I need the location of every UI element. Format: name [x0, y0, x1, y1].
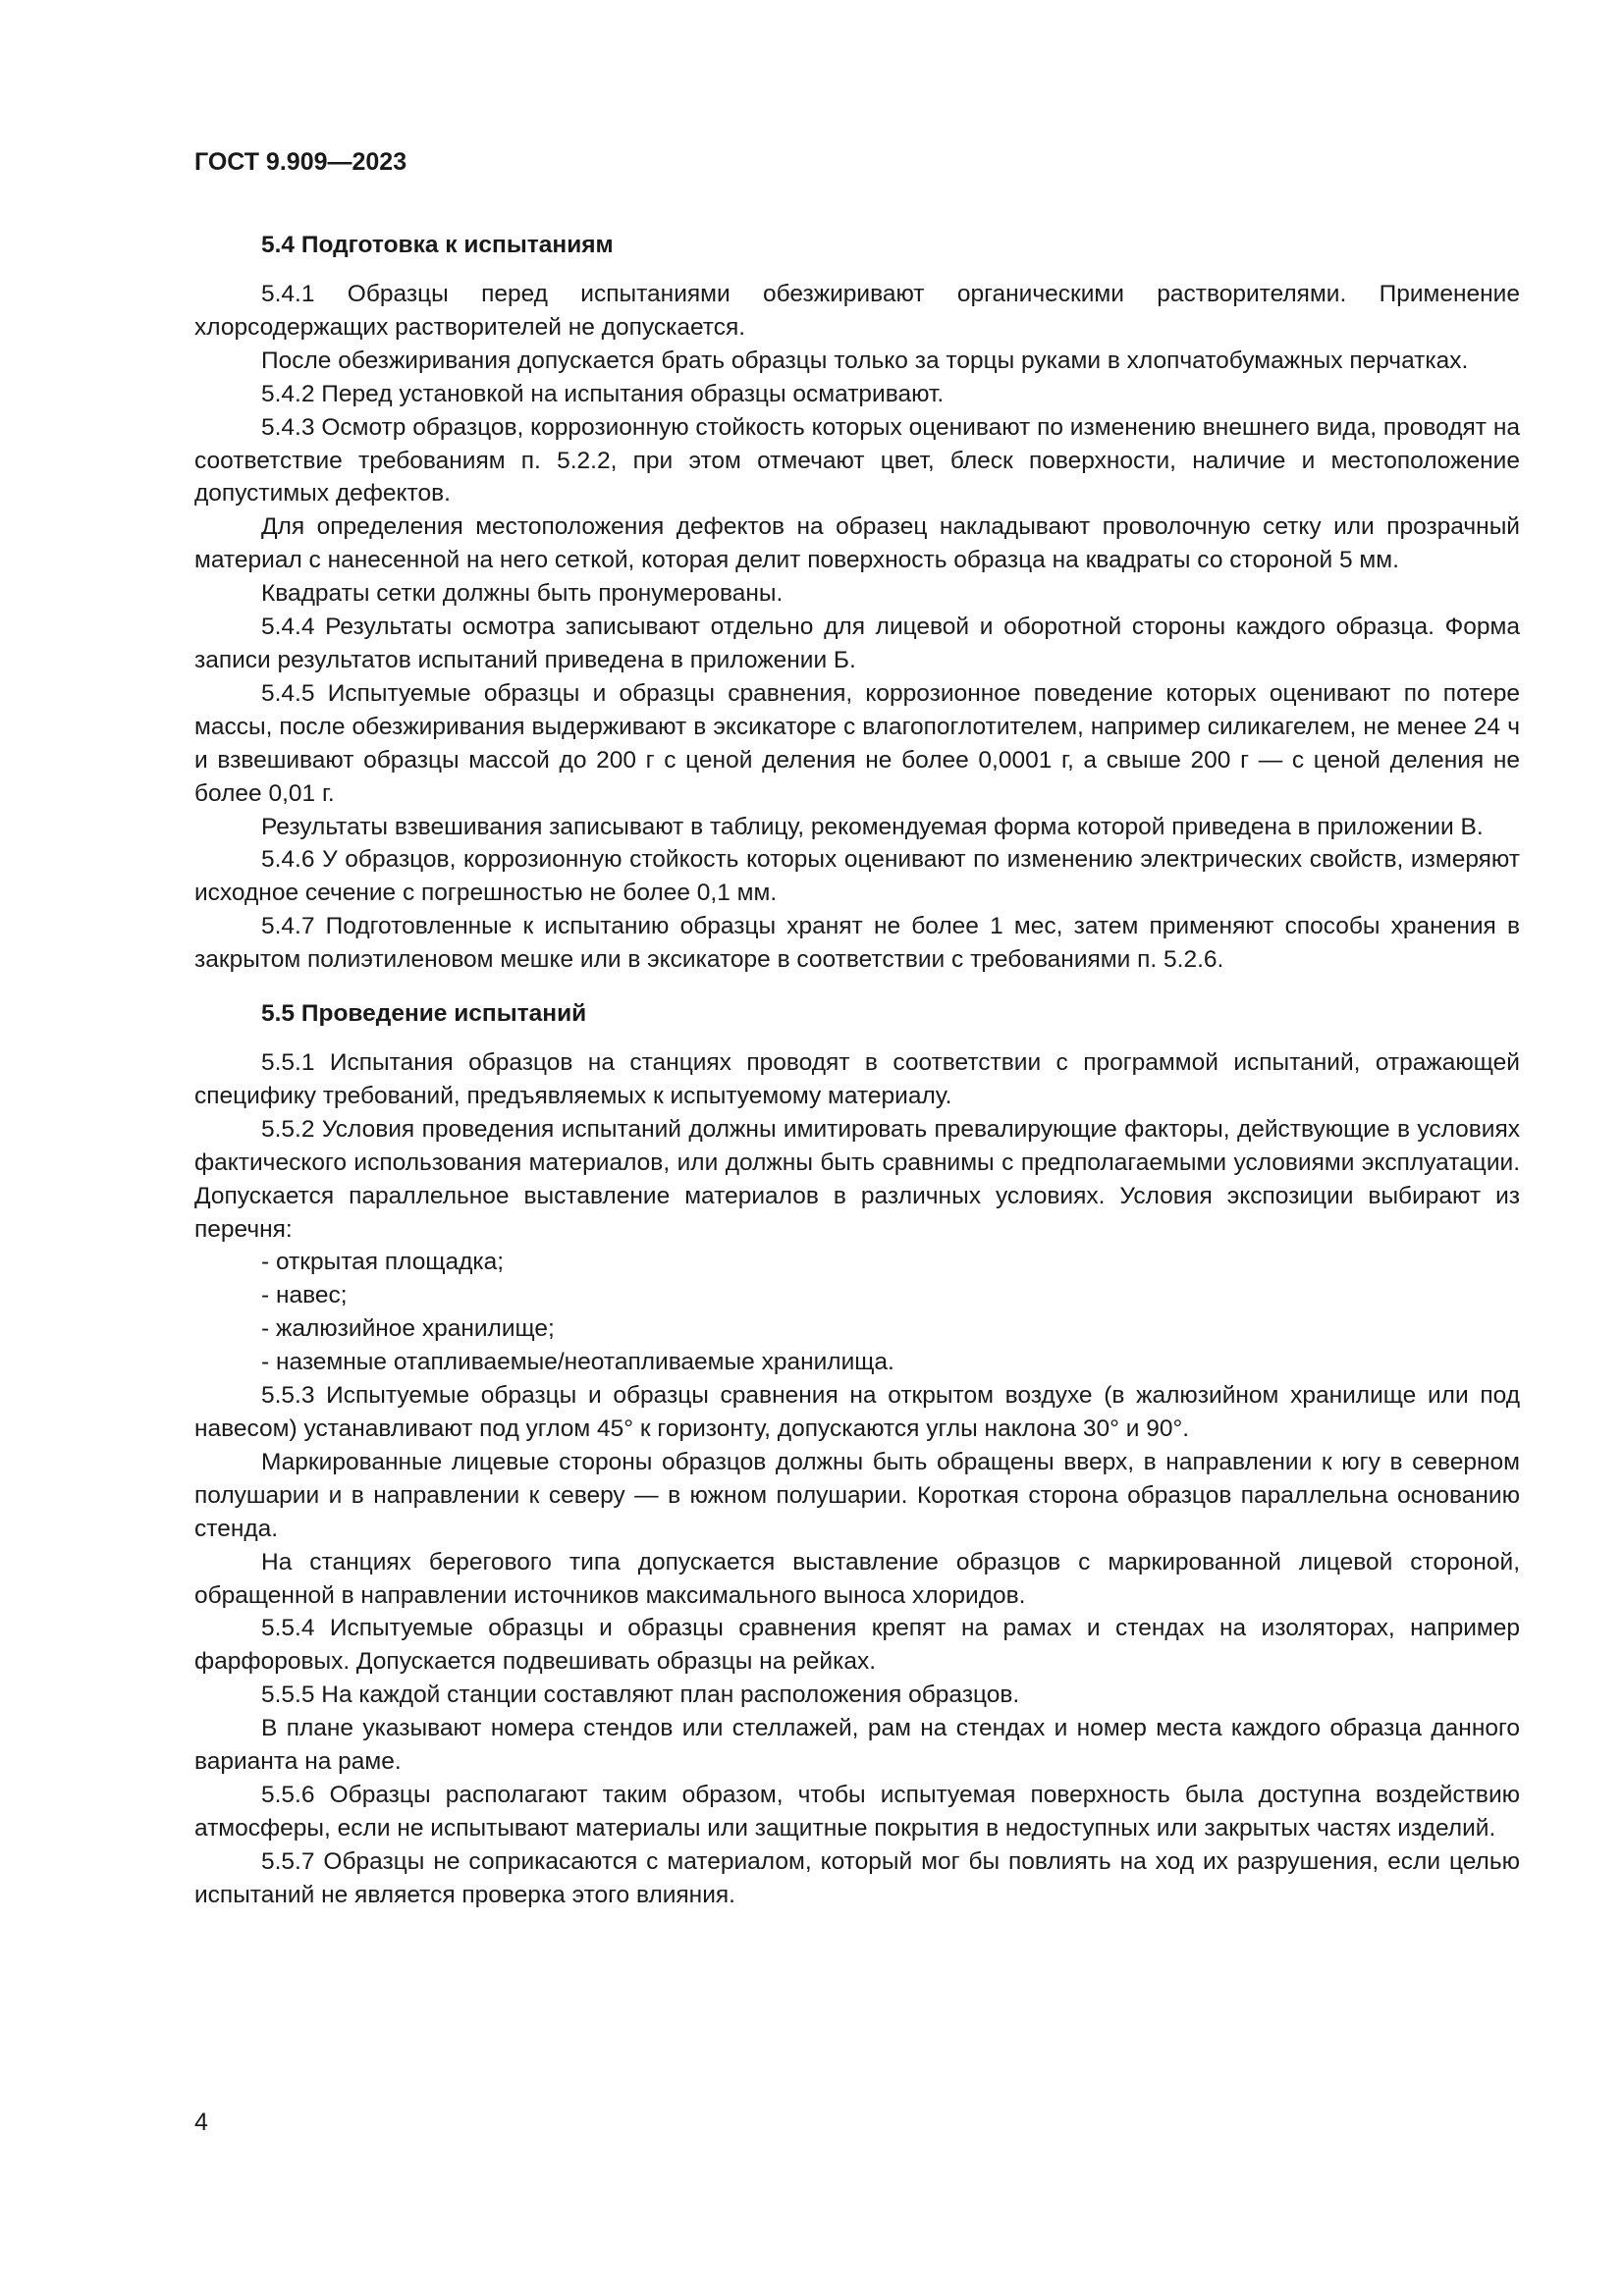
paragraph-5-4-3: 5.4.3 Осмотр образцов, коррозионную стойкость которых оценивают по изменению внешнего вида, проводят на соответствие требованиям п. 5.2.2, при этом отмечают цвет, блеск поверхности, наличие и местоположение допустимых дефектов.: [194, 413, 1520, 507]
document-page: [194, 147, 1520, 1912]
paragraph: Результаты взвешивания записывают в таблицу, рекомендуемая форма которой приведена в приложении В.: [261, 813, 1484, 840]
paragraph: В плане указывают номера стендов или стеллажей, рам на стендах и номер места каждого образца данного варианта на раме.: [194, 1715, 1520, 1776]
paragraph-5-4-6: 5.4.6 У образцов, коррозионную стойкость которых оценивают по изменению электрических свойств, измеряют исходное сечение с погрешностью не более 0,1 мм.: [194, 846, 1520, 907]
paragraph-5-4-2: 5.4.2 Перед установкой на испытания образцы осматривают.: [261, 380, 945, 407]
paragraph: Для определения местоположения дефектов на образец накладывают проволочную сетку или прозрачный материал с нанесенной на него сеткой, которая делит поверхность образца на квадраты со стороной 5 мм.: [194, 513, 1520, 574]
list-item: - жалюзийное хранилище;: [261, 1315, 555, 1343]
paragraph-5-5-4: 5.5.4 Испытуемые образцы и образцы сравнения крепят на рамах и стендах на изоляторах, например фарфоровых. Допускается подвешивать образцы на рейках.: [194, 1615, 1520, 1676]
paragraph: На станциях берегового типа допускается выставление образцов с маркированной лицевой стороной, обращенной в направлении источников максимального выноса хлоридов.: [194, 1548, 1520, 1609]
paragraph-5-4-4: 5.4.4 Результаты осмотра записывают отдельно для лицевой и оборотной стороны каждого образца. Форма записи результатов испытаний приведена в приложении Б.: [194, 614, 1520, 673]
section-5-5-title: 5.5 Проведение испытаний: [261, 1000, 587, 1028]
paragraph-5-5-3: 5.5.3 Испытуемые образцы и образцы сравнения на открытом воздухе (в жалюзийном хранилище или под навесом) устанавливают под углом 45° к горизонту, допускаются углы наклона 30° и 90°.: [194, 1382, 1520, 1442]
paragraph-5-5-2: 5.5.2 Условия проведения испытаний должны имитировать превалирующие факторы, действующие в условиях фактического использования материалов, или должны быть сравнимы с предполагаемыми условиями эксплуатации. Допускается параллельное выставление материалов в различных условиях. Условия экспозиции выбирают из перечня:: [194, 1115, 1520, 1243]
paragraph-5-5-1: 5.5.1 Испытания образцов на станциях проводят в соответствии с программой испытаний, отражающей специфику требований, предъявляемых к испытуемому материалу.: [194, 1049, 1520, 1109]
paragraph-5-5-5: 5.5.5 На каждой станции составляют план расположения образцов.: [261, 1682, 1020, 1709]
list-item: - открытая площадка;: [261, 1249, 505, 1276]
list-item: - наземные отапливаемые/неотапливаемые хранилища.: [261, 1349, 894, 1376]
paragraph-5-4-7: 5.4.7 Подготовленные к испытанию образцы хранят не более 1 мес, затем применяют способы хранения в закрытом полиэтиленовом мешке или в эксикаторе в соответствии с требованиями п. 5.2.6.: [194, 913, 1520, 974]
paragraph-5-4-5: 5.4.5 Испытуемые образцы и образцы сравнения, коррозионное поведение которых оценивают по потере массы, после обезжиривания выдерживают в эксикаторе с влагопоглотителем, например силикагелем, не менее 24 ч и взвешивают образцы массой до 200 г с ценой деления не более 0,0001 г, а свыше 200 г — с ценой деления не более 0,01 г.: [194, 679, 1520, 807]
page-number: 4: [194, 2109, 208, 2136]
paragraph-5-4-1: 5.4.1 Образцы перед испытаниями обезжиривают органическими растворителями. Применение хлорсодержащих растворителей не допускается.: [194, 281, 1520, 341]
paragraph-5-5-7: 5.5.7 Образцы не соприкасаются с материалом, который мог бы повлиять на ход их разрушения, если целью испытаний не является проверка этого влияния.: [194, 1847, 1520, 1908]
paragraph: Квадраты сетки должны быть пронумерованы.: [261, 580, 784, 608]
paragraph: Маркированные лицевые стороны образцов должны быть обращены вверх, в направлении к югу в северном полушарии и в направлении к северу — в южном полушарии. Короткая сторона образцов параллельна основанию стенда.: [194, 1448, 1520, 1542]
document-header: ГОСТ 9.909—2023: [194, 148, 407, 176]
section-5-4-title: 5.4 Подготовка к испытаниям: [261, 232, 614, 258]
paragraph: После обезжиривания допускается брать образцы только за торцы руками в хлопчатобумажных перчатках.: [261, 347, 1469, 374]
paragraph-5-5-6: 5.5.6 Образцы располагают таким образом, чтобы испытуемая поверхность была доступна воздействию атмосферы, если не испытывают материалы или защитные покрытия в недоступных или закрытых частях изделий.: [194, 1781, 1520, 1842]
list-item: - навес;: [261, 1282, 348, 1309]
